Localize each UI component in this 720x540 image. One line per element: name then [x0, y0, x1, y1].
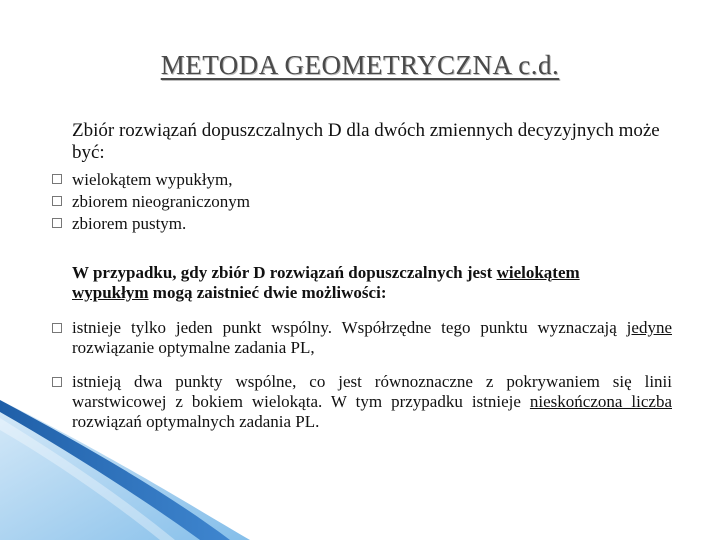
list-item	[52, 191, 652, 213]
square-bullet-icon	[52, 174, 62, 184]
possibility-item-1	[52, 318, 672, 358]
possibility-text	[72, 318, 672, 358]
list-item-label: wielokątem wypukłym,	[72, 170, 233, 189]
square-bullet-icon	[52, 377, 62, 387]
square-bullet-icon	[52, 218, 62, 228]
underlined-phrase: jedyne	[626, 318, 672, 337]
square-bullet-icon	[52, 196, 62, 206]
text-part: istnieje tylko jeden punkt wspólny. Współrzędne tego punktu wyznaczają	[72, 318, 627, 337]
paragraph-text: W przypadku, gdy zbiór D rozwiązań dopuszczalnych jest	[72, 263, 497, 282]
underlined-phrase: nieskończona liczba	[529, 392, 672, 411]
list-item-label: zbiorem nieograniczonym	[72, 192, 250, 211]
text-part: istnieją dwa punkty wspólne, co jest równoznaczne z pokrywaniem się linii warstwicowej z bokiem wielokąta. W tym przypadku istnieje	[72, 372, 672, 411]
list-item-label: zbiorem pustym.	[72, 214, 187, 233]
paragraph-text: mogą zaistnieć dwie możliwości:	[148, 283, 387, 302]
list-item	[52, 169, 652, 191]
bullet-list	[52, 169, 652, 235]
square-bullet-icon	[52, 323, 62, 333]
list-item	[52, 213, 652, 235]
underlined-phrase: wielokątem wypukłym	[72, 263, 580, 302]
text-part: rozwiązanie optymalne zadania PL,	[72, 338, 315, 357]
text-part: rozwiązań optymalnych zadania PL.	[72, 412, 320, 431]
intro-text: Zbiór rozwiązań dopuszczalnych D dla dwóch zmiennych decyzyjnych może być:	[72, 120, 660, 163]
slide-title: METODA GEOMETRYCZNA c.d.	[160, 50, 560, 80]
convex-case-paragraph	[72, 263, 632, 303]
decorative-wave	[0, 400, 720, 540]
